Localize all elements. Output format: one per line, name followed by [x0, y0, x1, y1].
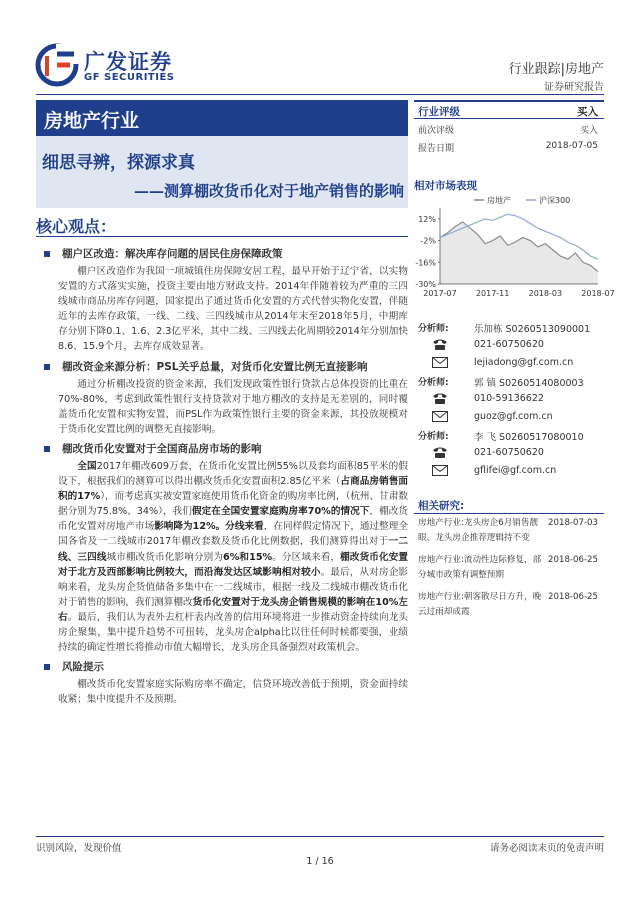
related-title[interactable]: 房地产行业:流动性边际修复，部分城市政策有调整预期 — [418, 555, 542, 580]
contact-row — [414, 462, 604, 480]
x-tick-label: 2018-07 — [581, 289, 615, 298]
rating-header — [414, 100, 604, 119]
paragraph: 通过分析棚改投资的资金来源，我们发现政策性银行贷款占总体投资的比重在70%-80%，考虑到政策性银行支持贷款对于地方棚改的支持是无差别的，同时覆盖货币化安置和实物安置，而PSL作为政策性银行主要的资金来源，其投放规模对于货币化安置比例的调整无直接影响。 — [58, 378, 408, 435]
report-type: 行业跟踪|房地产 — [508, 62, 604, 77]
rating-row — [414, 119, 604, 137]
relative-performance-chart — [414, 192, 615, 302]
related-research-list — [414, 516, 604, 627]
page-number: 1 / 16 — [306, 856, 334, 867]
bold-text: 假定在全国安置家庭购房率70%的情况下 — [191, 506, 370, 518]
text: 。分区域来看， — [272, 551, 341, 563]
y-tick-label: -30% — [415, 280, 436, 289]
contact-text: 021-60750620 — [474, 339, 544, 350]
text: ，在同样假定情况下，通过整理全国各省及一二线城市2017年棚改套数及货币化比例数据，我们测算得出对于 — [58, 521, 409, 548]
bold-text: 货币化安置对于龙头房企销售规模的影响在10%左右 — [58, 596, 409, 623]
contact-row — [414, 318, 604, 336]
rating-row-value: 2018-07-05 — [545, 141, 598, 151]
email-icon — [432, 410, 448, 423]
related-research-heading: 相关研究: — [414, 496, 604, 514]
core-points-heading: 核心观点： — [36, 217, 117, 236]
contact-row — [414, 390, 604, 408]
rating-row — [414, 137, 604, 155]
phone-icon — [432, 338, 448, 351]
report-subtitle: ——测算棚改货币化对于地产销售的影响 — [133, 182, 404, 200]
text: 2017年棚改609万套，在货币化安置比例55%以及套均面积85平米的假设下，根据我们的测算可以得出棚改货币化安置面积2.85亿平米（ — [58, 460, 408, 488]
company-logo — [36, 44, 196, 88]
contact-text: 郭 镇 S0260514080003 — [474, 378, 584, 389]
rating-row-value: 买入 — [579, 126, 598, 136]
paragraph: 棚户区改造作为我国一项城镇住房保障安居工程，最早开始于辽宁省，以实物安置的方式落实实施，投资主要由地方财政支持。2014年伴随着较为严重的三四线城市商品房库存问题，国家提出了通过货币化安置的方式代替实物化安置，伴随近年的去库存政策，一线、二线、三四线城市从2014年末至2018年5月，中期库存分别下降0.1、1.6、2.3亿平米，其中二线、三四线去化周期较2014年分别加快8.6、15.9个月，去库存成效显著。 — [58, 266, 408, 353]
report-title: 细思寻辨，探源求真 — [42, 153, 195, 173]
bold-text: 全国 — [77, 460, 97, 472]
section-heading: 棚改资金来源分析：PSL关乎总量，对货币化安置比例无直接影响 — [36, 359, 408, 375]
bold-text: 影响降为12%。分线来看 — [154, 521, 264, 533]
logo-text-en: GF SECURITIES — [84, 72, 175, 83]
contact-row — [414, 408, 604, 426]
bold-text: 占商品房销售面积的17% — [58, 476, 408, 503]
analyst-label: 分析师: — [418, 324, 449, 334]
y-tick-label: -16% — [415, 258, 436, 268]
report-subtype: 证券研究报告 — [544, 82, 604, 93]
x-tick-label: 2018-03 — [528, 289, 563, 298]
analyst-label: 分析师: — [418, 378, 449, 388]
header-divider — [36, 94, 604, 95]
email-link[interactable]: lejiadong@gf.com.cn — [474, 357, 574, 368]
related-item[interactable] — [414, 590, 604, 620]
legend-label: 沪深300 — [539, 196, 571, 205]
footer-slogan: 识别风险，发现价值 — [36, 843, 122, 854]
paragraph — [36, 459, 408, 655]
phone-icon — [432, 392, 448, 405]
core-divider — [36, 236, 408, 237]
section-3 — [36, 441, 408, 655]
text: 。最后，从对房企影响来看，龙头房企货值储备多集中在一二线城市，根据一线及二线城市棚改货币化对于销售的影响，我们测算棚改 — [58, 566, 409, 608]
contact-row — [414, 336, 604, 354]
x-tick-label: 2017-11 — [475, 289, 510, 298]
email-link[interactable]: guoz@gf.com.cn — [474, 411, 553, 422]
contact-row — [414, 354, 604, 372]
analyst-label: 分析师: — [418, 432, 449, 442]
contact-row — [414, 444, 604, 462]
email-icon — [432, 464, 448, 477]
y-tick-label: 12% — [418, 214, 436, 224]
rating-box — [414, 100, 604, 155]
chart-svg — [414, 192, 615, 302]
legend-label: 房地产 — [487, 196, 511, 205]
related-date: 2018-06-25 — [548, 592, 598, 602]
rating-row-label: 前次评级 — [418, 126, 455, 136]
section-heading: 棚改货币化安置对于全国商品房市场的影响 — [36, 441, 408, 457]
related-date: 2018-06-25 — [548, 555, 598, 565]
email-link[interactable]: gflifei@gf.com.cn — [474, 465, 557, 476]
text: 。最后，我们认为表外去杠杆表内改善的信用环境将进一步推动资金持续向龙头房企聚集，集中提升趋势不可扭转，龙头房企alpha比以往任何时候都要强，业绩持续的确定性增长将推动市值大幅增长，龙头房企具备强烈对政策机会。 — [58, 611, 409, 654]
section-4 — [36, 659, 408, 707]
y-tick-label: -2% — [420, 236, 436, 246]
phone-icon — [432, 446, 448, 459]
contact-text: 021-60750620 — [474, 447, 544, 458]
bold-text: 6%和15% — [223, 551, 273, 563]
text: ），而考虑真实被安置家庭使用货币化资金的购房率比例，（杭州、甘肃数据分别为75.8%、34%），我们 — [58, 491, 408, 518]
related-date: 2018-07-03 — [548, 518, 598, 528]
footer-divider — [36, 836, 604, 837]
industry-title-band — [36, 100, 408, 136]
contact-text: 010-59136622 — [474, 393, 544, 404]
contact-row — [414, 372, 604, 390]
email-icon — [432, 356, 448, 369]
section-1 — [36, 246, 408, 355]
related-title[interactable]: 房地产行业:朝客散尽日方升，晚云过雨却成霞 — [418, 592, 542, 617]
bold-text: 一二线、三四线 — [58, 536, 409, 563]
footer-disclaimer: 请务必阅读末页的免责声明 — [489, 843, 604, 854]
rating-row-label: 报告日期 — [418, 144, 455, 154]
text: ，棚改货币化安置对房地产市场 — [58, 506, 408, 533]
related-item[interactable] — [414, 553, 604, 583]
series-area — [440, 222, 598, 284]
related-title[interactable]: 房地产行业:龙头房企6月销售靓眼，龙头房企推荐逻辑持不变 — [418, 518, 539, 543]
analyst-contacts — [414, 318, 604, 480]
contact-row — [414, 426, 604, 444]
relative-performance-heading: 相对市场表现 — [414, 180, 477, 192]
x-tick-label: 2017-07 — [423, 289, 457, 298]
related-item[interactable] — [414, 516, 604, 546]
section-heading: 风险提示 — [36, 659, 408, 675]
industry-title: 房地产行业 — [44, 110, 140, 132]
contact-text: 李 飞 S0260517080010 — [474, 432, 584, 443]
paragraph: 棚改货币化安置家庭实际购房率不确定，信贷环境改善低于预期，资金面持续收紧；集中度提升不及预期。 — [58, 679, 408, 706]
logo-text-cn: 广发证券 — [84, 50, 172, 74]
gf-logo-icon — [36, 44, 78, 86]
section-2 — [36, 359, 408, 437]
bold-text: 棚改货币化安置对于北方及西部影响比例较大，而沿海发达区域影响相对较小 — [58, 551, 409, 578]
rating-label: 行业评级 — [418, 106, 460, 118]
contact-text: 乐加栋 S0260513090001 — [474, 324, 591, 335]
core-body — [36, 246, 408, 711]
rating-value: 买入 — [577, 106, 598, 118]
text: 城市棚改货币化影响分别为 — [106, 551, 224, 563]
section-heading: 棚户区改造：解决库存问题的居民住房保障政策 — [36, 246, 408, 262]
